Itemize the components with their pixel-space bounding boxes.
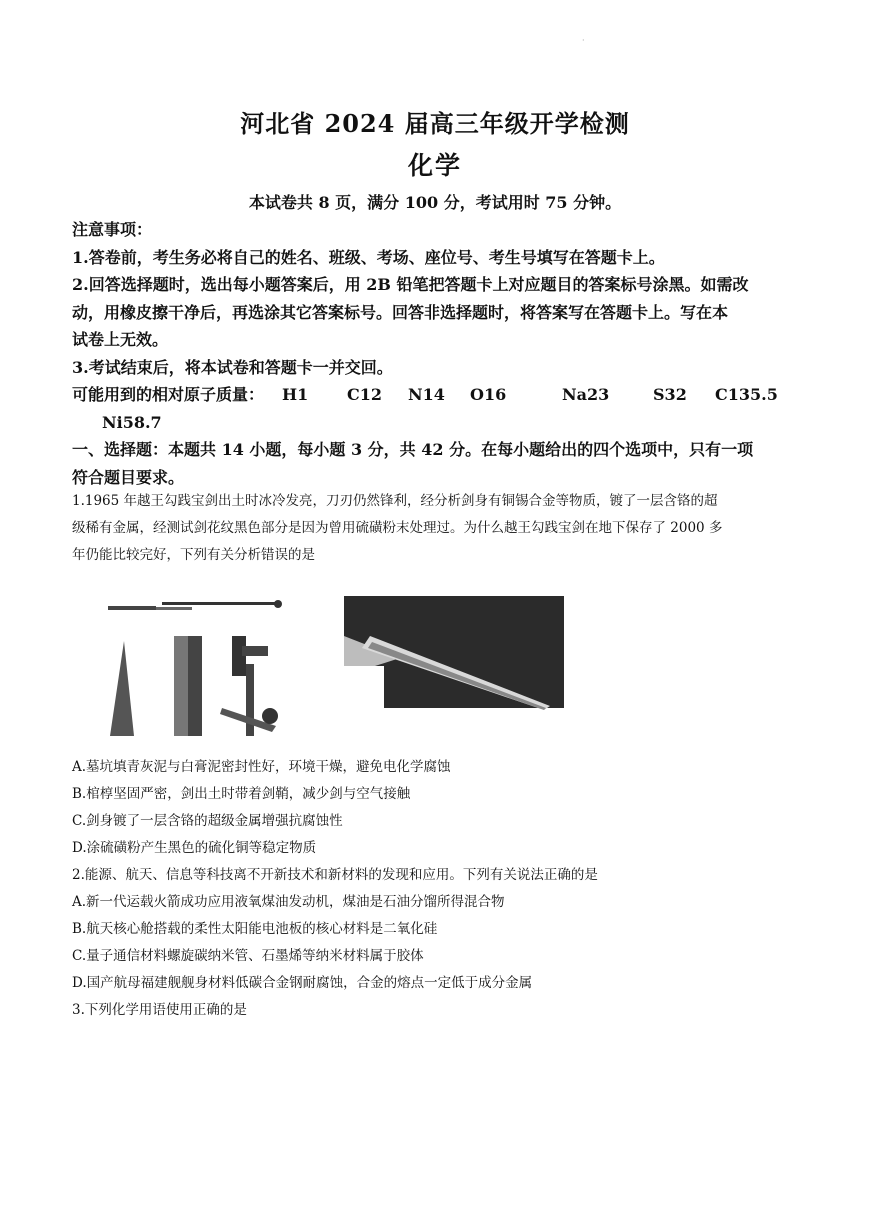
question-text: 年仍能比较完好，下列有关分析错误的是	[72, 547, 315, 563]
section-heading: 一、选择题：本题共 14 小题，每小题 3 分，共 42 分。在每小题给出的四个选项中，只有一项	[72, 440, 754, 459]
notes-heading: 注意事项：	[72, 220, 153, 239]
atomic-mass-value: H1	[282, 385, 309, 404]
exam-meta: 本试卷共 8 页，满分 100 分，考试用时 75 分钟。	[248, 193, 622, 212]
atomic-mass-value: N14	[408, 385, 445, 404]
question-text: 1.1965 年越王勾践宝剑出土时冰冷发亮，刀刃仍然锋利，经分析剑身有铜锡合金等物质，镀了一层含铬的超	[72, 493, 718, 509]
question-2-stem: 2.能源、航天、信息等科技离不开新技术和新材料的发现和应用。下列有关说法正确的是	[72, 867, 598, 883]
exam-title: 河北省 2024 届高三年级开学检测	[240, 109, 630, 138]
atomic-mass-value: Na23	[562, 385, 610, 404]
artifact-photo-right	[344, 596, 564, 710]
question-2-option-a: A.新一代运载火箭成功应用液氧煤油发动机，煤油是石油分馏所得混合物	[72, 894, 505, 910]
atomic-mass-label: 可能用到的相对原子质量：	[72, 385, 265, 404]
note-item: 3.考试结束后，将本试卷和答题卡一并交回。	[72, 357, 393, 377]
atomic-mass-value: S32	[653, 385, 687, 404]
sword-photos	[100, 596, 570, 741]
question-2-option-d: D.国产航母福建舰舰身材料低碳合金钢耐腐蚀，合金的熔点一定低于成分金属	[72, 975, 533, 991]
question-options-block	[72, 754, 802, 1024]
question-3-stem: 3.下列化学用语使用正确的是	[72, 1002, 247, 1018]
question-1-option-a: A.墓坑填青灰泥与白膏泥密封性好，环境干燥，避免电化学腐蚀	[72, 759, 451, 775]
note-item: 试卷上无效。	[72, 330, 169, 349]
atomic-mass-value: C135.5	[715, 385, 778, 404]
question-1-option-d: D.涂硫磺粉产生黑色的硫化铜等稳定物质	[72, 840, 317, 856]
note-item: 动，用橡皮擦干净后，再选涂其它答案标号。回答非选择题时，将答案写在答题卡上。写在本	[72, 302, 729, 322]
atomic-mass-value: O16	[470, 385, 507, 404]
artifact-photo-left	[108, 600, 282, 736]
scan-mark: ·	[582, 36, 585, 45]
subject-title: 化学	[407, 151, 462, 180]
note-item: 2.回答选择题时，选出每小题答案后，用 2B 铅笔把答题卡上对应题目的答案标号涂黑。如需改	[72, 275, 749, 294]
atomic-mass-row	[72, 381, 802, 409]
question-2-option-c: C.量子通信材料螺旋碳纳米管、石墨烯等纳米材料属于胶体	[72, 948, 424, 964]
note-item: 1.答卷前，考生务必将自己的姓名、班级、考场、座位号、考生号填写在答题卡上。	[72, 247, 665, 267]
question-text: 级稀有金属，经测试剑花纹黑色部分是因为曾用硫磺粉末处理过。为什么越王勾践宝剑在地下保存了 2000 多	[72, 520, 723, 536]
question-2-option-b: B.航天核心舱搭载的柔性太阳能电池板的核心材料是二氧化硅	[72, 921, 438, 937]
question-1-option-c: C.剑身镀了一层含铬的超级金属增强抗腐蚀性	[72, 813, 343, 829]
atomic-mass-overflow: Ni58.7	[102, 412, 162, 432]
question-1-stem	[72, 488, 802, 569]
atomic-mass-value: C12	[347, 385, 382, 404]
section-heading-cont: 符合题目要求。	[72, 467, 185, 487]
question-1-option-b: B.棺椁坚固严密，剑出土时带着剑鞘，减少剑与空气接触	[72, 786, 411, 802]
notes-block	[72, 216, 802, 491]
